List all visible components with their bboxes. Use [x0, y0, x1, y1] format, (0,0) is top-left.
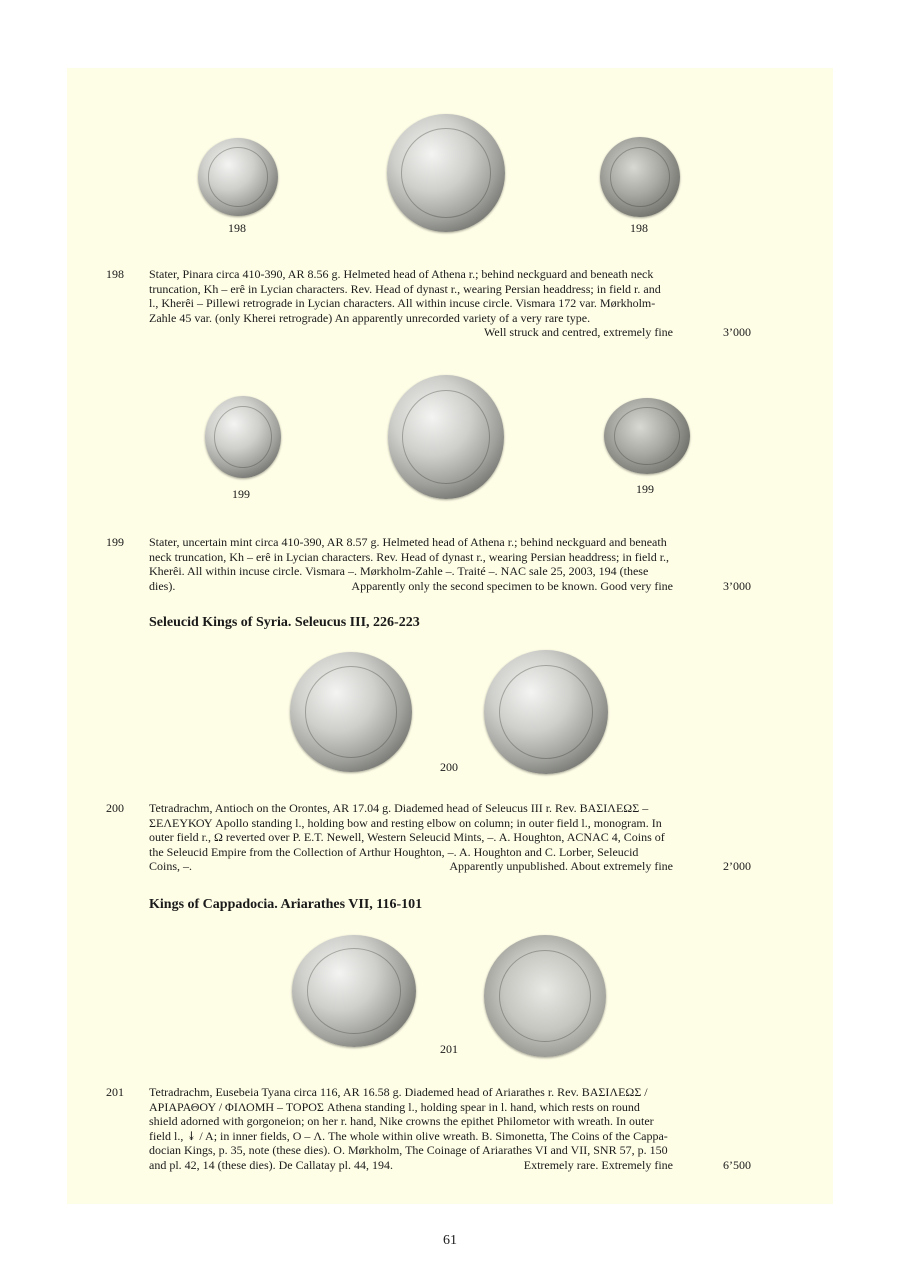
lot-201-description [149, 1085, 751, 1173]
assessment-line [149, 859, 751, 874]
lot-number: 201 [106, 1085, 124, 1099]
estimate: 3’000 [723, 578, 751, 593]
description-line: the Seleucid Empire from the Collection of Arthur Houghton, –. A. Houghton and C. Lorber, Seleucid [149, 844, 639, 859]
coin-caption: 198 [228, 221, 246, 235]
coin-198-obverse-image [198, 138, 278, 216]
description-tail: and pl. 42, 14 (these dies). De Callatay pl. 44, 194. [149, 1157, 393, 1172]
description-line: Tetradrachm, Eusebeia Tyana circa 116, AR 16.58 g. Diademed head of Ariarathes r. Rev. ΒΑΣΙΛΕΩΣ / [149, 1085, 648, 1099]
lot-number: 199 [106, 535, 124, 549]
assessment-line [149, 325, 751, 340]
section-heading: Seleucid Kings of Syria. Seleucus III, 226-223 [149, 615, 420, 630]
lot-number: 198 [106, 267, 124, 281]
description-tail: Coins, –. [149, 859, 193, 874]
description-line: l., Kherêi – Pillewi retrograde in Lycian characters. All within incuse circle. Vismara 172 var. Mørkholm- [149, 296, 656, 311]
coin-200-obverse-image [290, 652, 412, 772]
description-line: Stater, uncertain mint circa 410-390, AR 8.57 g. Helmeted head of Athena r.; behind neckguard and beneath [149, 535, 667, 549]
section-heading: Kings of Cappadocia. Ariarathes VII, 116-101 [149, 897, 423, 912]
lot-number: 200 [106, 801, 124, 815]
coin-200-reverse-image [484, 650, 608, 774]
description-line: truncation, Kh – erê in Lycian characters. Rev. Head of dynast r., wearing Persian headdress; in field r. and [149, 281, 661, 296]
assessment-line [149, 579, 751, 594]
grade: Well struck and centred, extremely fine [484, 325, 673, 340]
catalogue-page-background [67, 68, 833, 1204]
grade: Apparently unpublished. About extremely fine [449, 859, 673, 874]
description-line: Kherêi. All within incuse circle. Vismara –. Mørkholm-Zahle –. Traité –. NAC sale 25, 2003, 194 (these [149, 564, 649, 579]
grade: Extremely rare. Extremely fine [523, 1157, 673, 1172]
coin-caption: 201 [440, 1042, 458, 1056]
page-number: 61 [443, 1233, 457, 1248]
coin-199-reverse-image [604, 398, 690, 474]
description-line: ΑΡΙΑΡΑΘΟΥ / ΦΙΛΟΜΗ – ΤΟΡΟΣ Athena standing l., holding spear in l. hand, which rests on round [149, 1099, 640, 1114]
coin-199-enlarged-image [388, 375, 504, 499]
coin-caption: 198 [630, 221, 648, 235]
coin-198-reverse-image [600, 137, 680, 217]
description-line: Tetradrachm, Antioch on the Orontes, AR 17.04 g. Diademed head of Seleucus III r. Rev. ΒΑΣΙΛΕΩΣ – [149, 801, 649, 815]
description-line: ΣΕΛΕΥΚΟΥ Apollo standing l., holding bow and resting elbow on column; in outer field l., monogram. In [149, 815, 662, 830]
coin-201-reverse-image [484, 935, 606, 1057]
lot-198-description [149, 267, 751, 340]
description-line: Stater, Pinara circa 410-390, AR 8.56 g. Helmeted head of Athena r.; behind neckguard and beneath neck [149, 267, 654, 281]
description-line: neck truncation, Kh – erê in Lycian characters. Rev. Head of dynast r., wearing Persian headdress; in field r., [149, 549, 670, 564]
coin-caption: 199 [232, 487, 250, 501]
description-tail: dies). [149, 578, 176, 593]
estimate: 2’000 [723, 859, 751, 874]
coin-caption: 199 [636, 482, 654, 496]
coin-198-enlarged-image [387, 114, 505, 232]
lot-199-description [149, 535, 751, 593]
description-line: outer field r., Ω reverted over P. E.T. Newell, Western Seleucid Mints, –. A. Houghton, ACNAC 4, Coins of [149, 830, 665, 845]
coin-caption: 200 [440, 760, 458, 774]
assessment-line [149, 1158, 751, 1173]
description-line: field l., ↡ / A; in inner fields, O – Λ. The whole within olive wreath. B. Simonetta, The Coins of the Cappa- [149, 1128, 668, 1143]
description-line: shield adorned with gorgoneion; on her r. hand, Nike crowns the epithet Philometor with wreath. In outer [149, 1114, 654, 1129]
grade: Apparently only the second specimen to be known. Good very fine [351, 578, 673, 593]
estimate: 3’000 [723, 325, 751, 340]
coin-199-obverse-image [205, 396, 281, 478]
description-line: docian Kings, p. 35, note (these dies). O. Mørkholm, The Coinage of Ariarathes VI and VII, SNR 57, p. 150 [149, 1143, 668, 1158]
estimate: 6’500 [723, 1157, 751, 1172]
coin-201-obverse-image [292, 935, 416, 1047]
description-line: Zahle 45 var. (only Kherei retrograde) An apparently unrecorded variety of a very rare type. [149, 310, 591, 325]
lot-200-description [149, 801, 751, 874]
